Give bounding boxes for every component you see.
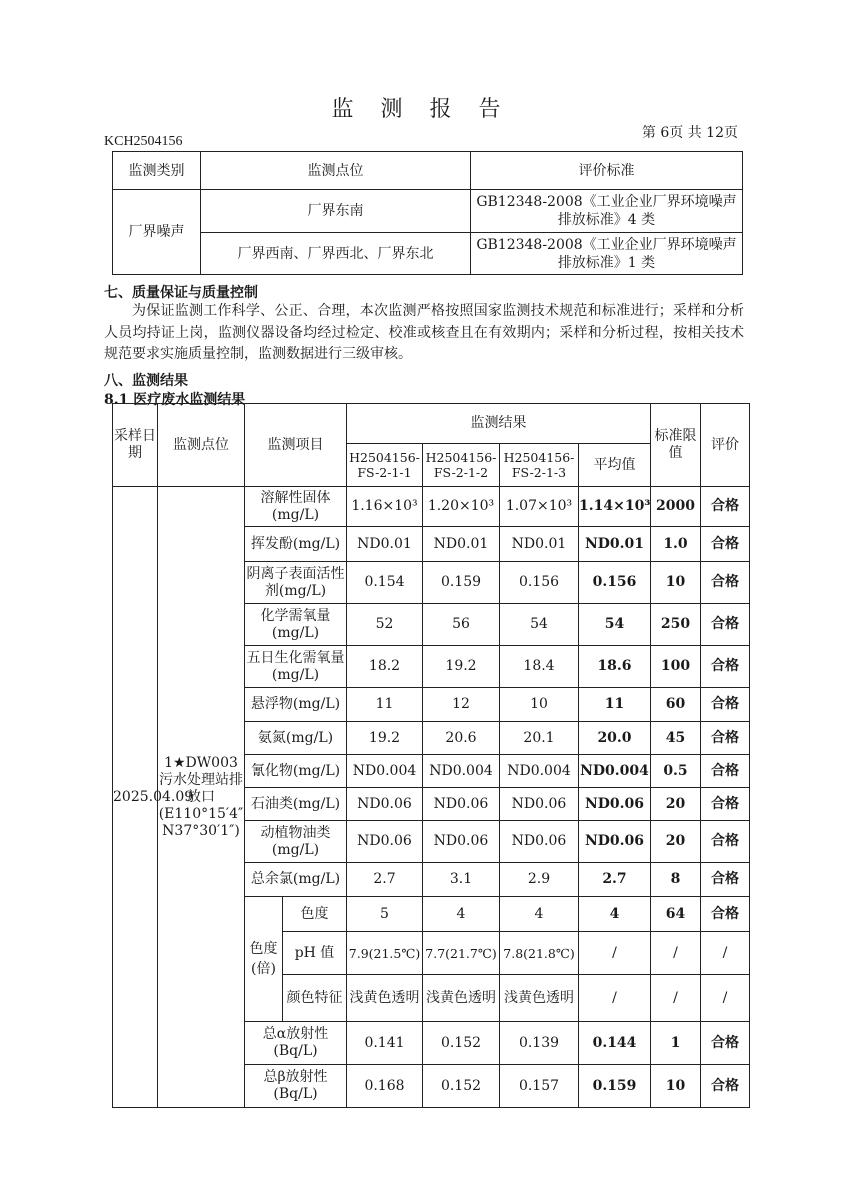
average-value: ND0.06 xyxy=(579,788,651,821)
average-value: 20.0 xyxy=(579,722,651,755)
limit-value: 100 xyxy=(651,646,701,688)
item-name: 阴离子表面活性剂(mg/L) xyxy=(245,562,347,604)
limit-value: / xyxy=(651,975,701,1022)
evaluation-value: 合格 xyxy=(701,604,750,646)
result-value: 0.156 xyxy=(500,562,579,604)
limit-value: 1.0 xyxy=(651,527,701,562)
result-value: 12 xyxy=(423,688,500,722)
result-value: 5 xyxy=(347,897,423,932)
item-name: 溶解性固体(mg/L) xyxy=(245,487,347,527)
item-name: 化学需氧量(mg/L) xyxy=(245,604,347,646)
result-value: 52 xyxy=(347,604,423,646)
result-value: 0.139 xyxy=(500,1022,579,1065)
standard-text: GB12348-2008《工业企业厂界环境噪声排放标准》4 类 xyxy=(471,190,743,233)
header-point: 监测点位 xyxy=(201,152,471,190)
color-group-label: 色度(倍) xyxy=(245,897,283,1022)
evaluation-value: 合格 xyxy=(701,1022,750,1065)
item-name: 动植物油类(mg/L) xyxy=(245,821,347,863)
page-title: 监 测 报 告 xyxy=(331,97,511,122)
header-limit: 标准限值 xyxy=(651,404,701,487)
result-value: 3.1 xyxy=(423,863,500,897)
evaluation-value: 合格 xyxy=(701,897,750,932)
result-value: 浅黄色透明 xyxy=(500,975,579,1022)
average-value: 54 xyxy=(579,604,651,646)
result-value: ND0.004 xyxy=(500,755,579,788)
result-value: ND0.06 xyxy=(423,788,500,821)
sampling-date: 2025.04.09 xyxy=(113,487,158,1108)
standard-point: 厂界东南 xyxy=(201,190,471,233)
result-value: 浅黄色透明 xyxy=(423,975,500,1022)
limit-value: 64 xyxy=(651,897,701,932)
header-results: 监测结果 xyxy=(347,404,651,444)
average-value: 0.159 xyxy=(579,1065,651,1108)
result-value: 4 xyxy=(423,897,500,932)
header-sample: H2504156-FS-2-1-3 xyxy=(500,444,579,487)
quality-paragraph: 为保证监测工作科学、公正、合理，本次监测严格按照国家监测技术规范和标准进行；采样和分析人员均持证上岗，监测仪器设备均经过检定、校准或核查且在有效期内；采样和分析过程，按相关技术规范要求实施质量控制，监测数据进行三级审核。 xyxy=(104,303,744,362)
result-value: 7.8(21.8℃) xyxy=(500,932,579,975)
limit-value: 20 xyxy=(651,788,701,821)
standard-text: GB12348-2008《工业企业厂界环境噪声排放标准》1 类 xyxy=(471,233,743,275)
report-number: KCH2504156 xyxy=(104,134,183,149)
noise-category: 厂界噪声 xyxy=(113,190,201,275)
header-standard: 评价标准 xyxy=(471,152,743,190)
evaluation-value: 合格 xyxy=(701,527,750,562)
average-value: 4 xyxy=(579,897,651,932)
item-name: 总α放射性(Bq/L) xyxy=(245,1022,347,1065)
item-name: 颜色特征 xyxy=(283,975,347,1022)
header-evaluation: 评价 xyxy=(701,404,750,487)
item-name: 挥发酚(mg/L) xyxy=(245,527,347,562)
average-value: 18.6 xyxy=(579,646,651,688)
sampling-point: 1★DW003污水处理站排放口(E110°15′4″ N37°30′1″) xyxy=(158,487,245,1108)
result-value: 1.20×10³ xyxy=(423,487,500,527)
result-value: 0.168 xyxy=(347,1065,423,1108)
result-value: ND0.06 xyxy=(500,821,579,863)
result-value: 7.9(21.5℃) xyxy=(347,932,423,975)
result-value: 20.6 xyxy=(423,722,500,755)
result-value: 0.152 xyxy=(423,1065,500,1108)
result-value: ND0.06 xyxy=(423,821,500,863)
header-sample: H2504156-FS-2-1-1 xyxy=(347,444,423,487)
section-heading: 七、质量保证与质量控制 xyxy=(104,285,258,301)
result-value: ND0.06 xyxy=(347,788,423,821)
average-value: ND0.06 xyxy=(579,821,651,863)
average-value: 2.7 xyxy=(579,863,651,897)
evaluation-value: 合格 xyxy=(701,863,750,897)
result-value: 18.4 xyxy=(500,646,579,688)
limit-value: 2000 xyxy=(651,487,701,527)
result-value: 11 xyxy=(347,688,423,722)
result-value: 0.141 xyxy=(347,1022,423,1065)
item-name: 石油类(mg/L) xyxy=(245,788,347,821)
evaluation-value: 合格 xyxy=(701,688,750,722)
limit-value: 250 xyxy=(651,604,701,646)
result-value: 4 xyxy=(500,897,579,932)
item-name: pH 值 xyxy=(283,932,347,975)
result-value: ND0.004 xyxy=(423,755,500,788)
result-value: 2.9 xyxy=(500,863,579,897)
average-value: 0.144 xyxy=(579,1022,651,1065)
result-value: 0.157 xyxy=(500,1065,579,1108)
limit-value: / xyxy=(651,932,701,975)
header-point: 监测点位 xyxy=(158,404,245,487)
item-name: 悬浮物(mg/L) xyxy=(245,688,347,722)
evaluation-value: 合格 xyxy=(701,1065,750,1108)
header-average: 平均值 xyxy=(579,444,651,487)
header-date: 采样日期 xyxy=(113,404,158,487)
section-heading: 八、监测结果 xyxy=(104,373,188,389)
evaluation-value: 合格 xyxy=(701,755,750,788)
limit-value: 60 xyxy=(651,688,701,722)
header-sample: H2504156-FS-2-1-2 xyxy=(423,444,500,487)
header-item: 监测项目 xyxy=(245,404,347,487)
evaluation-value: 合格 xyxy=(701,722,750,755)
item-name: 色度 xyxy=(283,897,347,932)
result-value: 10 xyxy=(500,688,579,722)
average-value: 11 xyxy=(579,688,651,722)
page-number: 第 6页 共 12页 xyxy=(641,125,738,141)
result-value: 0.159 xyxy=(423,562,500,604)
evaluation-value: / xyxy=(701,932,750,975)
item-name: 总β放射性(Bq/L) xyxy=(245,1065,347,1108)
result-value: 20.1 xyxy=(500,722,579,755)
result-value: 1.07×10³ xyxy=(500,487,579,527)
result-value: ND0.01 xyxy=(347,527,423,562)
evaluation-value: 合格 xyxy=(701,562,750,604)
evaluation-value: 合格 xyxy=(701,646,750,688)
result-value: 7.7(21.7℃) xyxy=(423,932,500,975)
result-value: ND0.06 xyxy=(347,821,423,863)
item-name: 总余氯(mg/L) xyxy=(245,863,347,897)
result-value: 54 xyxy=(500,604,579,646)
result-value: ND0.06 xyxy=(500,788,579,821)
average-value: 1.14×10³ xyxy=(579,487,651,527)
results-table xyxy=(112,403,750,1108)
limit-value: 10 xyxy=(651,562,701,604)
result-value: ND0.004 xyxy=(347,755,423,788)
subsection-heading: 8.1 医疗废水监测结果 xyxy=(104,392,246,408)
evaluation-value: / xyxy=(701,975,750,1022)
evaluation-value: 合格 xyxy=(701,821,750,863)
limit-value: 0.5 xyxy=(651,755,701,788)
limit-value: 1 xyxy=(651,1022,701,1065)
average-value: ND0.01 xyxy=(579,527,651,562)
average-value: / xyxy=(579,932,651,975)
result-value: 18.2 xyxy=(347,646,423,688)
limit-value: 20 xyxy=(651,821,701,863)
result-value: 0.154 xyxy=(347,562,423,604)
result-value: 19.2 xyxy=(423,646,500,688)
result-value: 浅黄色透明 xyxy=(347,975,423,1022)
limit-value: 45 xyxy=(651,722,701,755)
item-name: 氰化物(mg/L) xyxy=(245,755,347,788)
limit-value: 8 xyxy=(651,863,701,897)
average-value: / xyxy=(579,975,651,1022)
item-name: 氨氮(mg/L) xyxy=(245,722,347,755)
standards-table xyxy=(112,151,743,275)
result-value: 56 xyxy=(423,604,500,646)
result-value: 2.7 xyxy=(347,863,423,897)
evaluation-value: 合格 xyxy=(701,788,750,821)
result-value: 19.2 xyxy=(347,722,423,755)
standard-point: 厂界西南、厂界西北、厂界东北 xyxy=(201,233,471,275)
average-value: ND0.004 xyxy=(579,755,651,788)
result-value: ND0.01 xyxy=(423,527,500,562)
result-value: 0.152 xyxy=(423,1022,500,1065)
average-value: 0.156 xyxy=(579,562,651,604)
item-name: 五日生化需氧量(mg/L) xyxy=(245,646,347,688)
result-value: 1.16×10³ xyxy=(347,487,423,527)
header-category: 监测类别 xyxy=(113,152,201,190)
evaluation-value: 合格 xyxy=(701,487,750,527)
result-value: ND0.01 xyxy=(500,527,579,562)
limit-value: 10 xyxy=(651,1065,701,1108)
